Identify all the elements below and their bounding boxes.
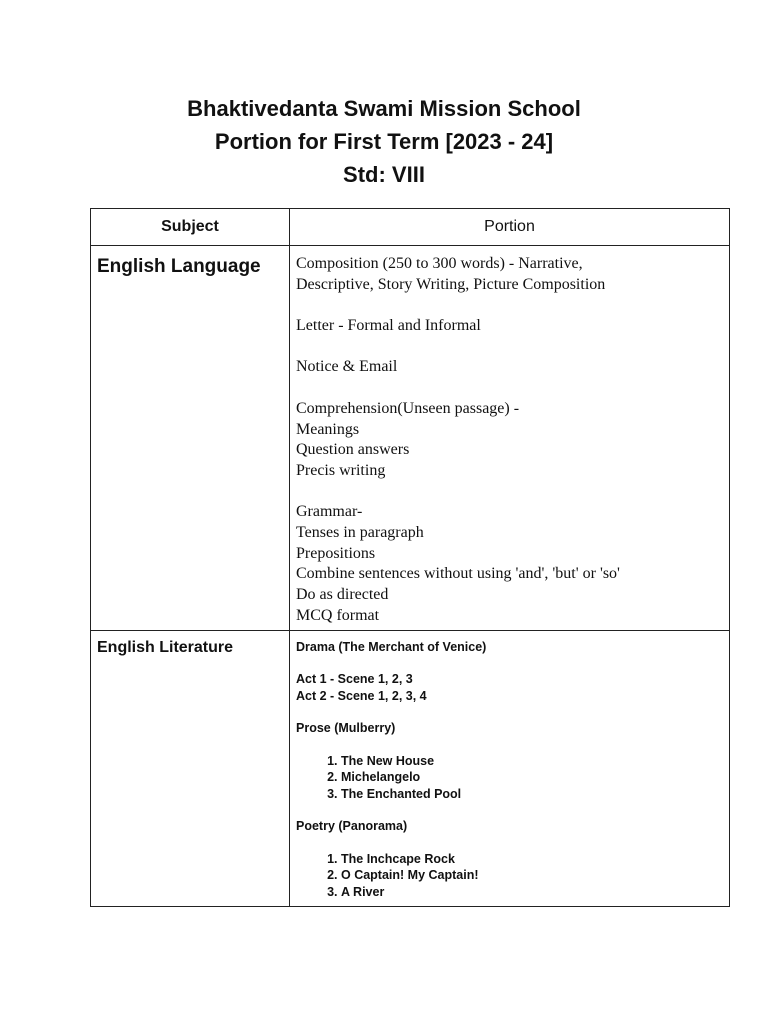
- column-header-subject: Subject: [91, 209, 290, 246]
- portion-english-language: [290, 246, 730, 631]
- acts-group: [296, 671, 723, 704]
- term-title: Portion for First Term [2023 - 24]: [214, 129, 554, 154]
- prose-list: [296, 753, 723, 803]
- table-header-row: [91, 209, 730, 246]
- act-line: Act 2 - Scene 1, 2, 3, 4: [296, 688, 427, 703]
- notice-group: [296, 357, 723, 378]
- portion-line: Comprehension(Unseen passage) -: [296, 399, 520, 417]
- prose-list-group: [296, 753, 723, 803]
- portion-line: Do as directed: [296, 586, 389, 604]
- poetry-list: [296, 851, 723, 901]
- standard-label: Std: VIII: [343, 162, 425, 187]
- portion-line: Tenses in paragraph: [296, 524, 424, 542]
- act-line: Act 1 - Scene 1, 2, 3: [296, 672, 413, 687]
- prose-title: Prose (Mulberry): [296, 721, 396, 736]
- portion-line: Composition (250 to 300 words) - Narrative,: [296, 255, 583, 272]
- drama-title: Drama (The Merchant of Venice): [296, 639, 487, 654]
- subject-english-language: English Language: [91, 246, 290, 631]
- list-item: 1. The Inchcape Rock: [341, 851, 723, 868]
- list-item: 2. Michelangelo: [341, 769, 723, 786]
- list-item: 2. O Captain! My Captain!: [341, 867, 723, 884]
- portion-line: Grammar-: [296, 503, 363, 521]
- portion-line: Prepositions: [296, 544, 376, 562]
- portion-line: Descriptive, Story Writing, Picture Composition: [296, 275, 606, 293]
- list-item: 3. The Enchanted Pool: [341, 786, 723, 803]
- table-row: [91, 246, 730, 631]
- school-name: Bhaktivedanta Swami Mission School: [187, 96, 581, 121]
- column-header-portion: Portion: [290, 209, 730, 246]
- subject-english-literature: English Literature: [91, 630, 290, 907]
- poetry-title: Poetry (Panorama): [296, 819, 408, 834]
- portion-line: Precis writing: [296, 461, 386, 479]
- letter-group: [296, 316, 723, 337]
- portion-line: MCQ format: [296, 606, 380, 624]
- grammar-group: [296, 502, 723, 626]
- portion-line: Notice & Email: [296, 358, 398, 376]
- portion-table: [90, 208, 730, 907]
- list-item: 3. A River: [341, 884, 723, 901]
- table-row: [91, 630, 730, 907]
- portion-line: Meanings: [296, 420, 360, 438]
- list-item: 1. The New House: [341, 753, 723, 770]
- composition-group: [296, 254, 723, 295]
- poetry-title-group: [296, 818, 723, 835]
- drama-group: [296, 639, 723, 656]
- portion-english-literature: [290, 630, 730, 907]
- prose-title-group: [296, 720, 723, 737]
- portion-line: Letter - Formal and Informal: [296, 317, 481, 335]
- portion-line: Question answers: [296, 441, 410, 459]
- poetry-list-group: [296, 851, 723, 901]
- portion-line: Combine sentences without using 'and', 'but' or 'so': [296, 565, 620, 583]
- document-header: [0, 92, 768, 191]
- comprehension-group: [296, 399, 723, 482]
